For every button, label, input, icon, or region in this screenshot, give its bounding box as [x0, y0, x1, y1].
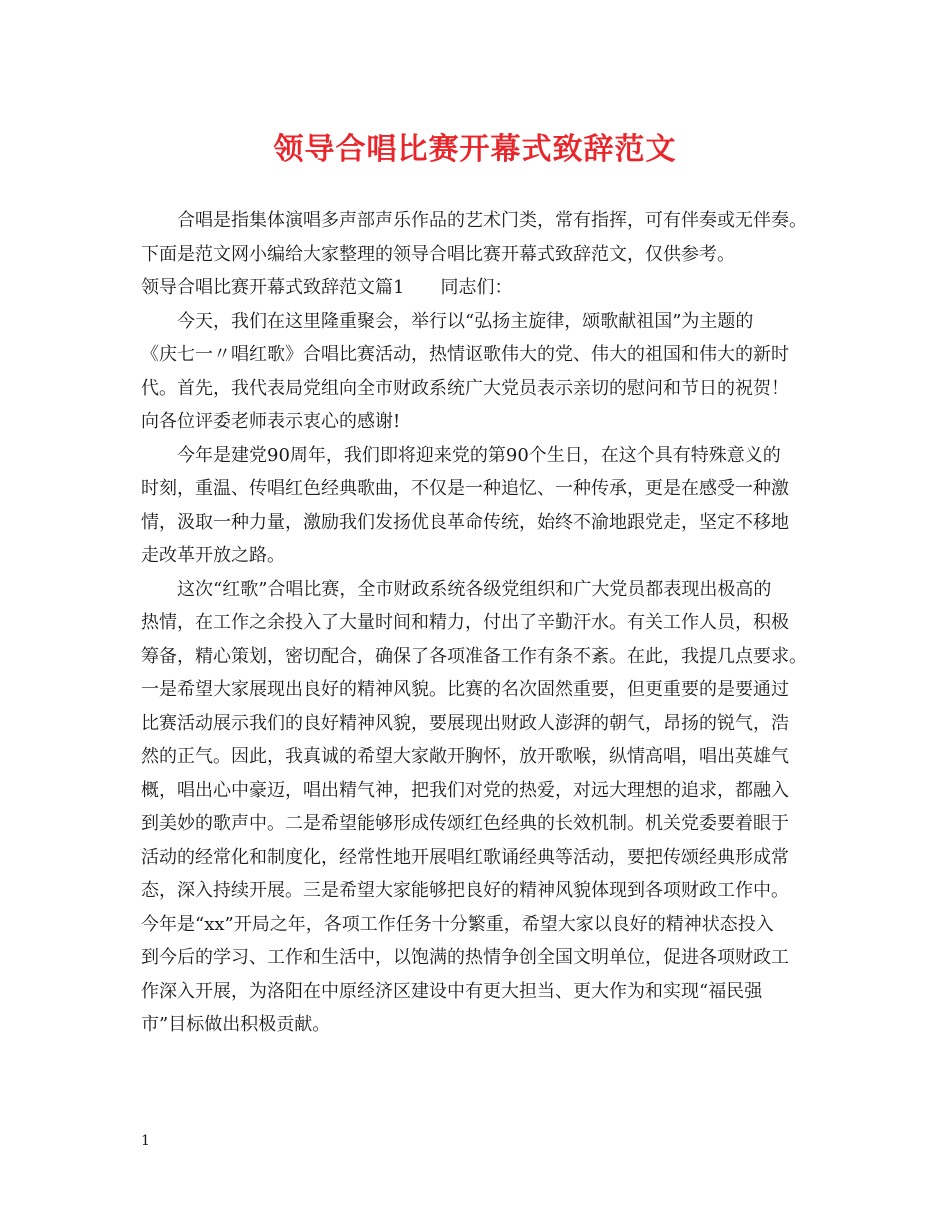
document-title: 领导合唱比赛开幕式致辞范文	[273, 132, 677, 167]
paragraph-line: 然的正气。因此，我真诚的希望大家敞开胸怀，放开歌喉，纵情高唱，唱出英雄气	[141, 746, 789, 767]
paragraph-line: 情，汲取一种力量，激励我们发扬优良革命传统，始终不渝地跟党走，坚定不移地	[141, 511, 789, 533]
paragraph-line: 向各位评委老师表示衷心的感谢!	[141, 411, 401, 432]
paragraph-line: 态，深入持续开展。三是希望大家能够把良好的精神风貌体现到各项财政工作中。	[141, 880, 789, 901]
paragraph-line: 比赛活动展示我们的良好精神风貌，要展现出财政人澎湃的朝气，昂扬的锐气，浩	[141, 712, 789, 734]
paragraph-line: 市”目标做出积极贡献。	[141, 1014, 331, 1035]
paragraph-line: 活动的经常化和制度化，经常性地开展唱红歌诵经典等活动，要把传颂经典形成常	[141, 846, 789, 868]
paragraph-line: 一是希望大家展现出良好的精神风貌。比赛的名次固然重要，但更重要的是要通过	[141, 679, 789, 700]
paragraph-line: 今天，我们在这里隆重聚会，举行以“弘扬主旋律，颂歌献祖国”为主题的	[177, 310, 754, 332]
paragraph-line: 走改革开放之路。	[141, 545, 285, 566]
section-heading-line	[141, 271, 815, 305]
document-body	[141, 204, 815, 1042]
paragraph-line: 热情，在工作之余投入了大量时间和精力，付出了辛勤汗水。有关工作人员，积极	[141, 612, 789, 633]
paragraph-line: 作深入开展，为洛阳在中原经济区建设中有更大担当、更大作为和实现“福民强	[141, 980, 763, 1002]
paragraph-line: 时刻，重温、传唱红色经典歌曲，不仅是一种追忆、一种传承，更是在感受一种激	[141, 478, 789, 499]
paragraph-line: 今年是建党90周年，我们即将迎来党的第90个生日，在这个具有特殊意义的	[177, 444, 781, 466]
paragraph-line: 今年是“xx”开局之年，各项工作任务十分繁重，希望大家以良好的精神状态投入	[141, 913, 774, 935]
paragraph-line: 概，唱出心中豪迈，唱出精气神，把我们对党的热爱，对远大理想的追求，都融入	[141, 779, 789, 801]
salutation: 同志们：	[440, 277, 513, 298]
intro-line: 合唱是指集体演唱多声部声乐作品的艺术门类，常有指挥，可有伴奏或无伴奏。	[177, 210, 807, 231]
paragraph-line: 这次“红歌”合唱比赛，全市财政系统各级党组织和广大党员都表现出极高的	[177, 578, 772, 600]
intro-line: 下面是范文网小编给大家整理的领导合唱比赛开幕式致辞范文，仅供参考。	[141, 243, 735, 265]
page-number: 1	[141, 1133, 150, 1149]
paragraph-line: 《庆七一〃唱红歌》合唱比赛活动，热情讴歌伟大的党、伟大的祖国和伟大的新时	[141, 344, 789, 365]
section-heading: 领导合唱比赛开幕式致辞范文篇1	[141, 277, 405, 298]
paragraph-line: 到今后的学习、工作和生活中，以饱满的热情争创全国文明单位，促进各项财政工	[141, 947, 789, 968]
paragraph-line: 到美妙的歌声中。二是希望能够形成传颂红色经典的长效机制。机关党委要着眼于	[141, 813, 789, 834]
paragraph-line: 代。首先，我代表局党组向全市财政系统广大党员表示亲切的慰问和节日的祝贺！	[141, 377, 789, 399]
paragraph-line: 筹备，精心策划，密切配合，确保了各项准备工作有条不紊。在此，我提几点要求。	[141, 645, 807, 667]
